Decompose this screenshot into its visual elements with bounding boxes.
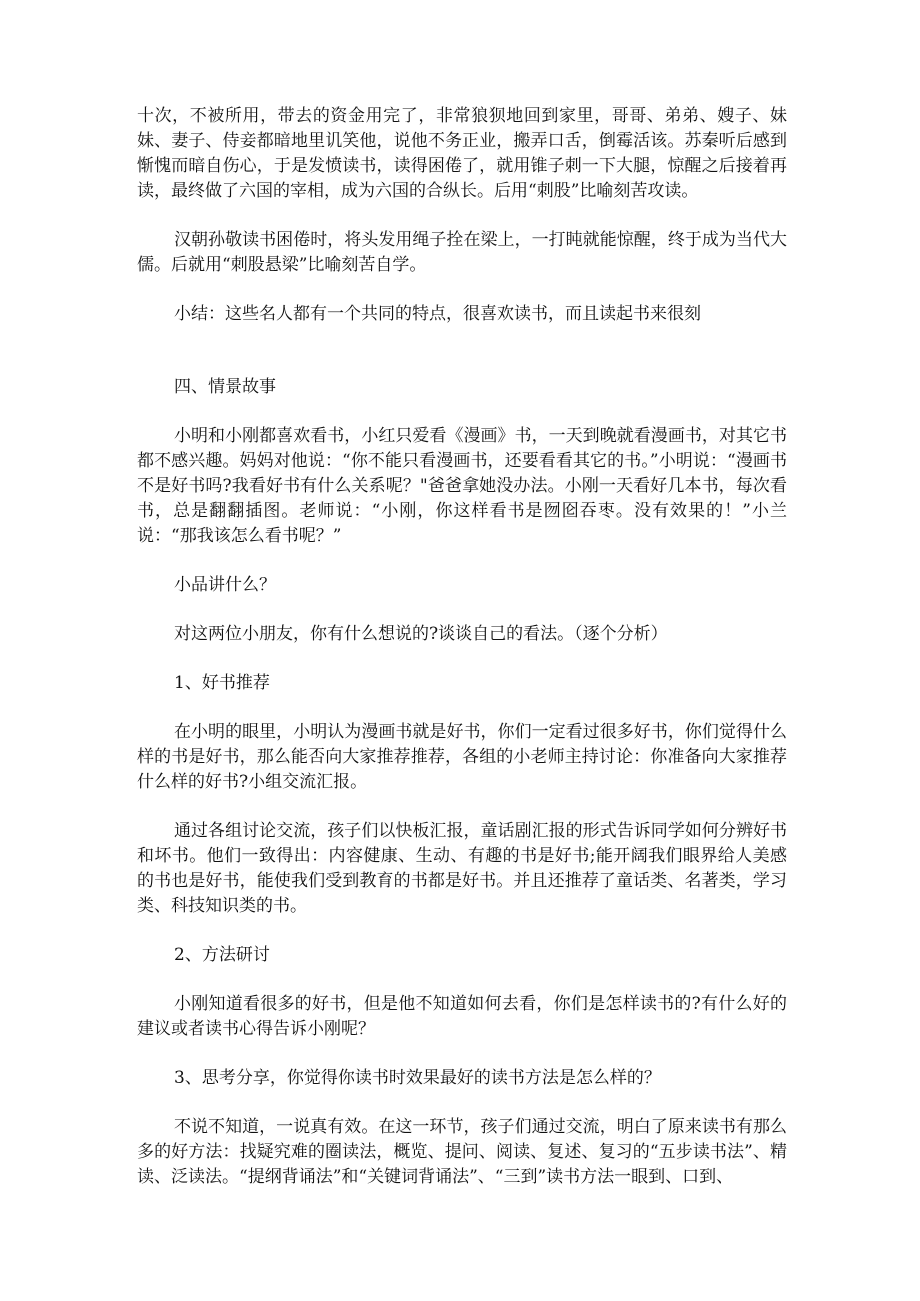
- paragraph-suqin-story: 十次，不被所用，带去的资金用完了，非常狼狈地回到家里，哥哥、弟弟、嫂子、妹妹、妻子、侍妾都暗地里讥笑他，说他不务正业，搬弄口舌，倒霉活该。苏秦听后感到惭愧而暗自伤心，于是发愤读书，读得困倦了，就用锥子刺一下大腿，惊醒之后接着再读，最终做了六国的宰相，成为六国的合纵长。后用“刺股”比喻刻苦攻读。: [137, 106, 787, 201]
- subheading-book-recommendation: 1、好书推荐: [174, 673, 270, 693]
- paragraph-reading-methods: 不说不知道，一说真有效。在这一环节，孩子们通过交流，明白了原来读书有那么多的好方法：找疑究难的圈读法，概览、提问、阅读、复述、复习的“五步读书法”、精读、泛读法。“提纲背诵法”和“关键词背诵法”、“三到”读书方法一眼到、口到、: [137, 1117, 787, 1187]
- section-heading-scenario-story: 四、情景故事: [174, 377, 276, 397]
- paragraph-discussion-prompt: 对这两位小朋友，你有什么想说的?谈谈自己的看法。（逐个分析）: [174, 624, 668, 644]
- subheading-reflection-share: 3、思考分享，你觉得你读书时效果最好的读书方法是怎么样的？: [174, 1068, 661, 1088]
- paragraph-sunjing-story: 汉朝孙敬读书困倦时，将头发用绳子拴在梁上，一打盹就能惊醒，终于成为当代大儒。后就用“刺股悬梁”比喻刻苦自学。: [137, 230, 787, 275]
- paragraph-skit-question: 小品讲什么？: [174, 575, 276, 595]
- paragraph-summary: 小结：这些名人都有一个共同的特点，很喜欢读书，而且读起书来很刻: [174, 304, 701, 324]
- document-page: [137, 104, 787, 1190]
- subheading-method-discussion: 2、方法研讨: [174, 945, 270, 965]
- paragraph-group-report: 通过各组讨论交流，孩子们以快板汇报，童话剧汇报的形式告诉同学如何分辨好书和坏书。他们一致得出：内容健康、生动、有趣的书是好书;能开阔我们眼界给人美感的书也是好书，能使我们受到教育的书都是好书。并且还推荐了童话类、名著类，学习类、科技知识类的书。: [137, 821, 787, 916]
- paragraph-scenario: 小明和小刚都喜欢看书，小红只爱看《漫画》书，一天到晚就看漫画书，对其它书都不感兴趣。妈妈对他说：“你不能只看漫画书，还要看看其它的书。”小明说：“漫画书不是好书吗?我看好书有什么关系呢？"爸爸拿她没办法。小刚一天看好几本书，每次看书，总是翻翻插图。老师说：“小刚，你这样看书是囫囵吞枣。没有效果的！”小兰说：“那我该怎么看书呢？”: [137, 426, 787, 546]
- paragraph-recommendation: 在小明的眼里，小明认为漫画书就是好书，你们一定看过很多好书，你们觉得什么样的书是好书，那么能否向大家推荐推荐，各组的小老师主持讨论：你准备向大家推荐什么样的好书?小组交流汇报。: [137, 722, 787, 792]
- paragraph-method-question: 小刚知道看很多的好书，但是他不知道如何去看，你们是怎样读书的?有什么好的建议或者读书心得告诉小刚呢？: [137, 994, 787, 1039]
